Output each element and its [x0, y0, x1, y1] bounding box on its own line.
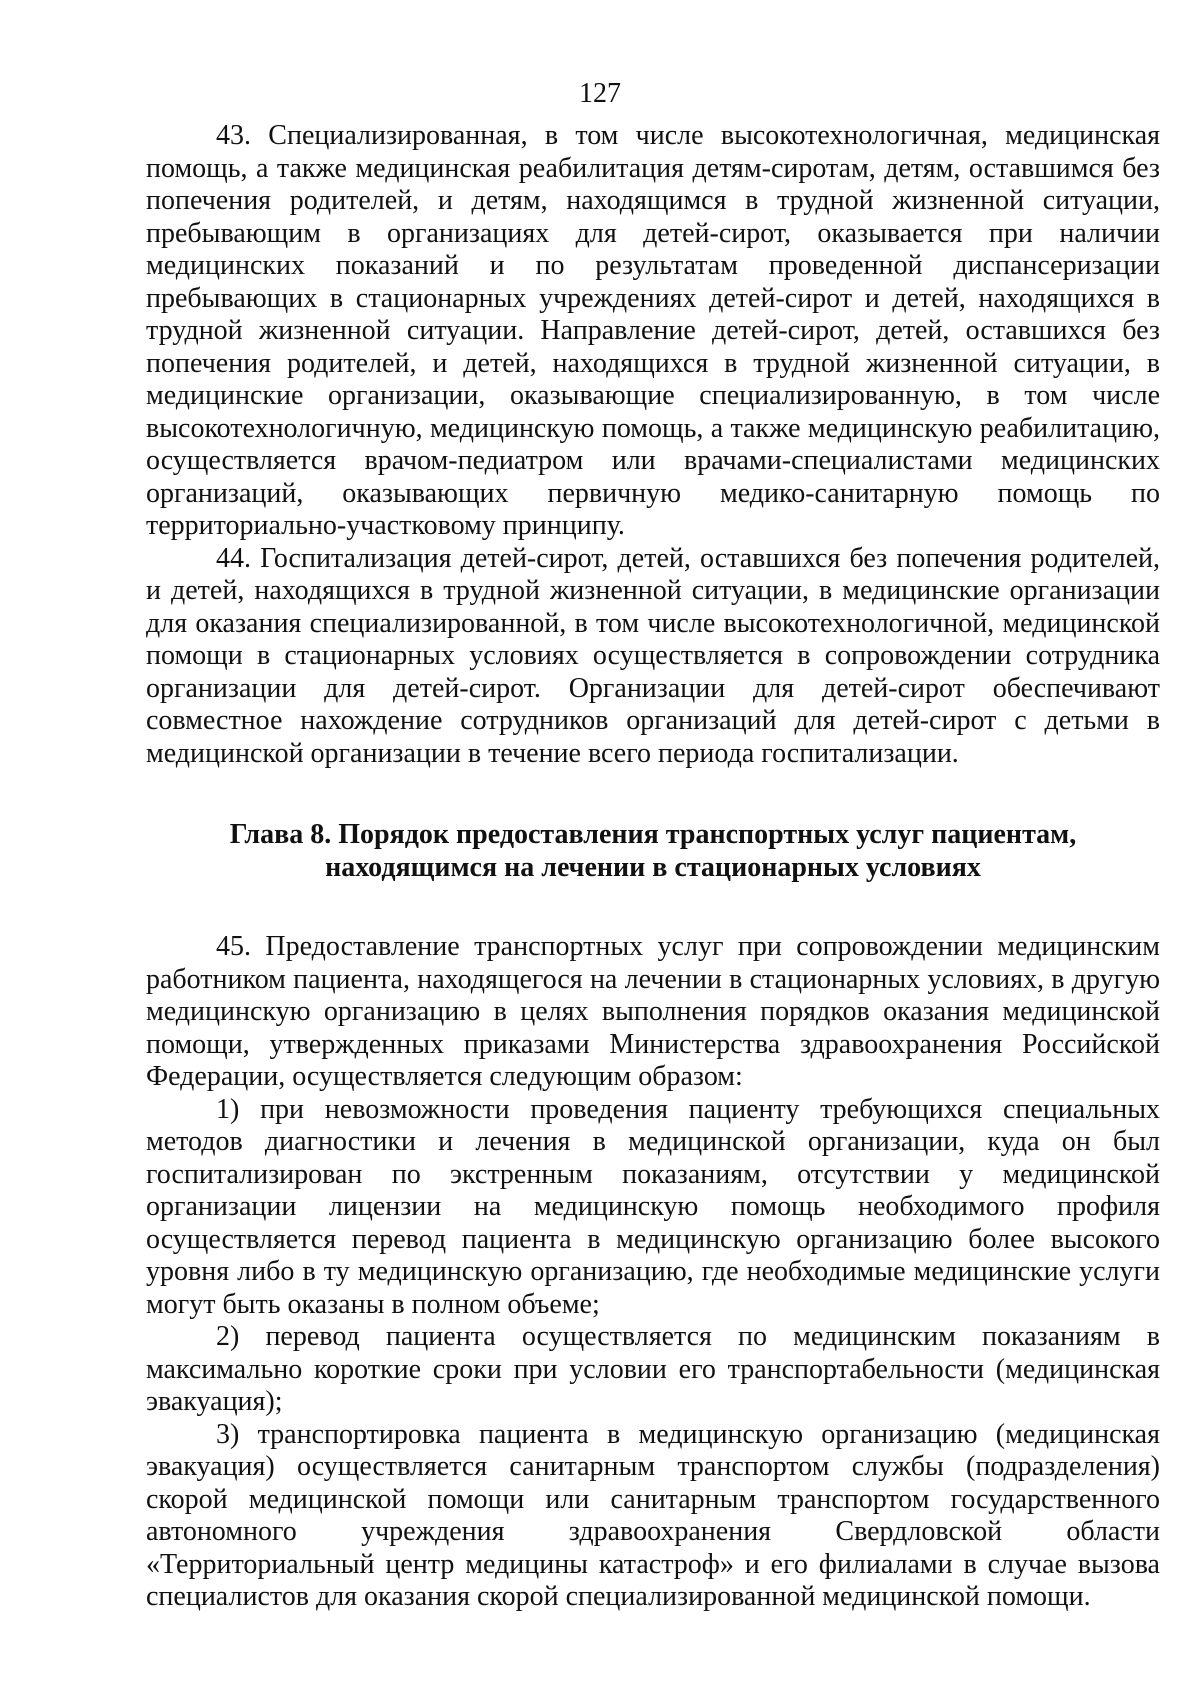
list-item-1: 1) при невозможности проведения пациенту требующихся специальных методов диагностики и лечения в медицинской организации, куда он был госпитализирован по экстренным показаниям, отсутствии у медицинской организации лицензии на медицинскую помощь необходимого профиля осуществляется перевод пациента в медицинскую организацию более высокого уровня либо в ту медицинскую организацию, где необходимые медицинские услуги могут быть оказаны в полном объеме;	[146, 1093, 1160, 1320]
chapter-heading-line-1: Глава 8. Порядок предоставления транспортных услуг пациентам,	[229, 819, 1077, 850]
document-body	[146, 120, 1160, 1614]
paragraph-43: 43. Специализированная, в том числе высокотехнологичная, медицинская помощь, а также медицинская реабилитация детям-сиротам, детям, оставшимся без попечения родителей, и детям, находящимся в трудной жизненной ситуации, пребывающим в организациях для детей-сирот, оказывается при наличии медицинских показаний и по результатам проведенной диспансеризации пребывающих в стационарных учреждениях детей-сирот и детей, находящихся в трудной жизненной ситуации. Направление детей-сирот, детей, оставшихся без попечения родителей, и детей, находящихся в трудной жизненной ситуации, в медицинские организации, оказывающие специализированную, в том числе высокотехнологичную, медицинскую помощь, а также медицинскую реабилитацию, осуществляется врачом-педиатром или врачами-специалистами медицинских организаций, оказывающих первичную медико-санитарную помощь по территориально-участковому принципу.	[146, 120, 1160, 541]
chapter-heading-line-2: находящимся на лечении в стационарных условиях	[325, 852, 981, 883]
list-item-3: 3) транспортировка пациента в медицинскую организацию (медицинская эвакуация) осуществляется санитарным транспортом службы (подразделения) скорой медицинской помощи или санитарным транспортом государственного автономного учреждения здравоохранения Свердловской области «Территориальный центр медицины катастроф» и его филиалами в случае вызова специалистов для оказания скорой специализированной медицинской помощи.	[146, 1418, 1160, 1612]
paragraph-44: 44. Госпитализация детей-сирот, детей, оставшихся без попечения родителей, и детей, находящихся в трудной жизненной ситуации, в медицинские организации для оказания специализированной, в том числе высокотехнологичной, медицинской помощи в стационарных условиях осуществляется в сопровождении сотрудника организации для детей-сирот. Организации для детей-сирот обеспечивают совместное нахождение сотрудников организаций для детей-сирот с детьми в медицинской организации в течение всего периода госпитализации.	[146, 542, 1160, 769]
list-item-2: 2) перевод пациента осуществляется по медицинским показаниям в максимально короткие сроки при условии его транспортабельности (медицинская эвакуация);	[146, 1321, 1160, 1417]
chapter-heading	[146, 818, 1160, 884]
paragraph-45: 45. Предоставление транспортных услуг при сопровождении медицинским работником пациента, находящегося на лечении в стационарных условиях, в другую медицинскую организацию в целях выполнения порядков оказания медицинской помощи, утвержденных приказами Министерства здравоохранения Российской Федерации, осуществляется следующим образом:	[146, 931, 1160, 1092]
page-number: 127	[579, 78, 621, 109]
